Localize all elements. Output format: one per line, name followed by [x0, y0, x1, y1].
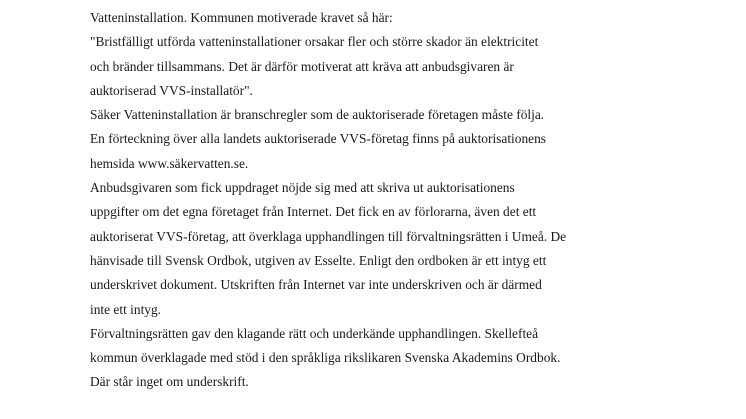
text-line: inte ett intyg. [90, 301, 162, 317]
document-body [90, 0, 740, 395]
text-line: Vatteninstallation. Kommunen motiverade kravet så här: [90, 10, 393, 25]
text-line: Där står inget om underskrift. [90, 374, 249, 390]
text-line: hemsida www.säkervatten.se. [90, 155, 249, 171]
text-line: auktoriserat VVS-företag, att överklaga upphandlingen till förvaltningsrätten i Umeå. De [90, 228, 567, 244]
text-line: En förteckning över alla landets auktoriserade VVS-företag finns på auktorisationens [90, 131, 547, 147]
text-line: hänvisade till Svensk Ordbok, utgiven av Esselte. Enligt den ordboken är ett intyg ett [90, 252, 547, 268]
text-line: kommun överklagade med stöd i den språkliga rikslikaren Svenska Akademins Ordbok. [90, 350, 561, 366]
text-line: Förvaltningsrätten gav den klagande rätt och underkände upphandlingen. Skellefteå [90, 325, 539, 341]
text-line: "Bristfälligt utförda vatteninstallationer orsakar fler och större skador än elektricitet [90, 34, 539, 50]
text-line: underskrivet dokument. Utskriften från Internet var inte underskriven och är därmed [90, 277, 542, 293]
text-line: uppgifter om det egna företaget från Internet. Det fick en av förlorarna, även det ett [90, 204, 537, 220]
text-line: Säker Vatteninstallation är branschregler som de auktoriserade företagen måste följa. [90, 107, 545, 123]
text-line: Anbudsgivaren som fick uppdraget nöjde sig med att skriva ut auktorisationens [90, 180, 515, 196]
text-line: auktoriserad VVS-installatör". [90, 82, 253, 98]
text-line: och bränder tillsammans. Det är därför motiverat att kräva att anbudsgivaren är [90, 58, 514, 74]
